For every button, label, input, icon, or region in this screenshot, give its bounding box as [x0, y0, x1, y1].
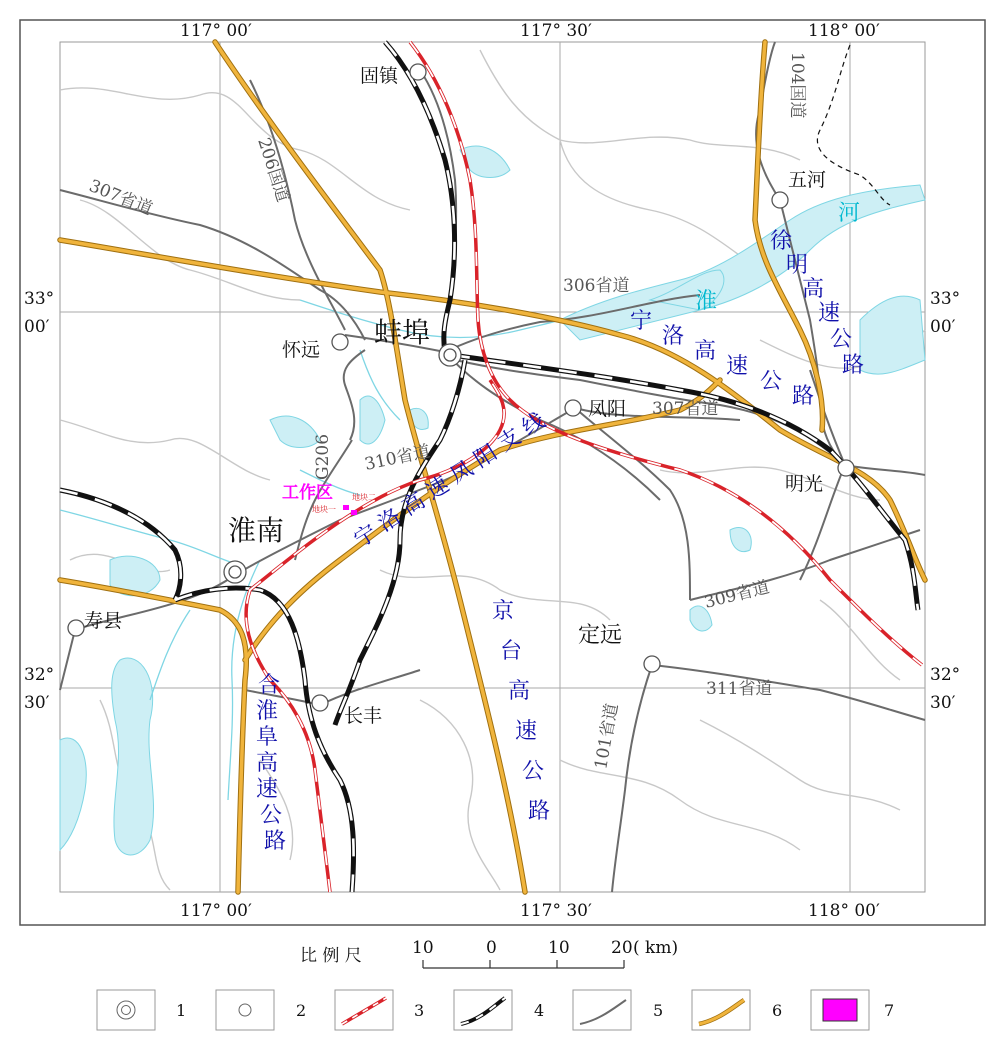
highway-label-char: 阳 — [469, 440, 502, 474]
highway-label-char: 路 — [528, 799, 551, 824]
highway-label-char: 宁 — [349, 520, 382, 554]
city-huainan: 淮南 — [228, 514, 285, 547]
highway-label-char: 高 — [694, 339, 717, 364]
river-label-char-2: 河 — [838, 201, 861, 226]
legend-item-3 — [335, 990, 424, 1030]
fengyang-circle-icon — [565, 400, 581, 416]
label-s307-east: 307省道 — [652, 399, 719, 419]
legend-item-7 — [811, 990, 894, 1030]
huaiyuan-circle-icon — [332, 334, 348, 350]
scale-tick-0: 0 — [486, 938, 497, 958]
legend-item-2 — [216, 990, 306, 1030]
coord-left-32-30: 32° — [24, 665, 55, 685]
changfeng-circle-icon — [312, 695, 328, 711]
label-g104: 104国道 — [787, 52, 807, 119]
highway-label-char: 凤 — [445, 456, 478, 490]
city-bengbu: 蚌埠 — [374, 316, 431, 349]
highway-label-char: 高 — [256, 751, 279, 776]
coord-left-33-min: 00′ — [24, 317, 50, 337]
highway-label-char: 高 — [802, 277, 825, 302]
city-guzhen: 固镇 — [360, 65, 399, 87]
coord-right-32-30-min: 30′ — [930, 693, 956, 713]
river-label-char-1: 淮 — [695, 289, 718, 314]
highway-label-char: 徐 — [770, 229, 793, 254]
plot-2-marker — [351, 510, 357, 515]
plot-1-marker — [343, 505, 349, 510]
coord-top-117: 117° 00′ — [180, 21, 252, 41]
plot-1-label: 地块一 — [312, 505, 336, 514]
legend-num-1: 1 — [176, 1001, 187, 1020]
legend-item-4 — [454, 990, 544, 1030]
highway-label-char: 路 — [792, 384, 815, 409]
guzhen-circle-icon — [410, 64, 426, 80]
scale-tick-20: 20 — [611, 938, 633, 958]
shouxian-circle-icon — [68, 620, 84, 636]
highway-label-char: 高 — [397, 488, 430, 522]
legend-num-4: 4 — [534, 1001, 545, 1020]
legend-num-3: 3 — [414, 1001, 425, 1020]
magenta-box-icon — [823, 999, 857, 1021]
scale-tick-10: 10 — [548, 938, 570, 958]
highway-label-char: 线 — [517, 408, 550, 442]
legend-num-5: 5 — [653, 1001, 664, 1020]
highway-label-char: 速 — [818, 301, 841, 326]
highway-label-char: 高 — [508, 679, 531, 704]
label-s307-west: 307省道 — [86, 176, 156, 220]
label-jinghe-highway — [492, 599, 550, 824]
highway-label-char: 台 — [500, 639, 523, 664]
legend-num-6: 6 — [772, 1001, 783, 1020]
highway-label-char: 公 — [830, 327, 853, 352]
highway-label-char: 速 — [256, 777, 279, 802]
highway-label-char: 公 — [522, 759, 545, 784]
highway-label-char: 宁 — [630, 309, 653, 334]
label-s306: 306省道 — [563, 276, 630, 296]
coord-right-32-30: 32° — [930, 665, 961, 685]
highway-label-char: 明 — [786, 253, 809, 278]
coord-bottom-117-30: 117° 30′ — [520, 901, 592, 921]
coord-right-33-min: 00′ — [930, 317, 956, 337]
coord-right-33: 33° — [930, 289, 961, 309]
coord-left-33: 33° — [24, 289, 55, 309]
highway-label-char: 速 — [421, 472, 454, 506]
highway-label-char: 洛 — [662, 324, 685, 349]
dingyuan-circle-icon — [644, 656, 660, 672]
city-shouxian: 寿县 — [84, 610, 123, 632]
legend-num-2: 2 — [296, 1001, 307, 1020]
legend-num-7: 7 — [884, 1001, 895, 1020]
coord-top-118: 118° 00′ — [808, 21, 880, 41]
highway-label-char: 阜 — [256, 725, 279, 750]
provincial-boundary — [817, 45, 890, 205]
highway-label-char: 洛 — [373, 504, 406, 538]
scale-bar — [300, 938, 678, 968]
highway-label-char: 路 — [842, 353, 865, 378]
legend — [97, 990, 894, 1030]
work-area-label: 工作区 — [282, 483, 333, 503]
mingguang-circle-icon — [838, 460, 854, 476]
highway-label-char: 速 — [515, 719, 538, 744]
label-hehuaifu-highway — [256, 673, 286, 854]
label-g206-code: G206 — [313, 433, 333, 480]
legend-item-5 — [573, 990, 663, 1030]
circle-icon — [239, 1004, 251, 1016]
highway-label-char: 京 — [492, 599, 515, 624]
scale-tick-10-left: 10 — [412, 938, 434, 958]
highway-label-char: 公 — [260, 803, 283, 828]
city-huaiyuan: 怀远 — [282, 339, 321, 361]
label-s310: 310省道 — [362, 441, 433, 475]
label-s309: 309省道 — [702, 577, 772, 613]
city-mingguang: 明光 — [785, 473, 824, 495]
highway-label-char: 公 — [760, 369, 783, 394]
scale-label: 比 例 尺 — [300, 946, 362, 966]
highway-label-char: 支 — [493, 424, 526, 458]
label-g206: 206国道 — [253, 135, 293, 205]
wuhe-circle-icon — [772, 192, 788, 208]
highway-label-char: 路 — [264, 829, 287, 854]
city-wuhe: 五河 — [788, 169, 827, 191]
coord-top-117-30: 117° 30′ — [520, 21, 592, 41]
scale-unit: ( km) — [633, 938, 679, 958]
city-dingyuan: 定远 — [578, 623, 623, 648]
coord-left-32-30-min: 30′ — [24, 693, 50, 713]
coord-bottom-117: 117° 00′ — [180, 901, 252, 921]
work-area — [282, 482, 376, 515]
label-s311: 311省道 — [706, 679, 773, 699]
city-changfeng: 长丰 — [344, 705, 383, 727]
coord-bottom-118: 118° 00′ — [808, 901, 880, 921]
highway-label-char: 速 — [726, 354, 749, 379]
plot-2-label: 地块二 — [352, 493, 376, 502]
highway-label-char: 合 — [258, 673, 281, 698]
highway-label-char: 淮 — [256, 699, 279, 724]
legend-item-6 — [692, 990, 782, 1030]
city-fengyang: 凤阳 — [588, 398, 627, 420]
label-s101: 101省道 — [591, 701, 623, 771]
legend-item-1 — [97, 990, 186, 1030]
